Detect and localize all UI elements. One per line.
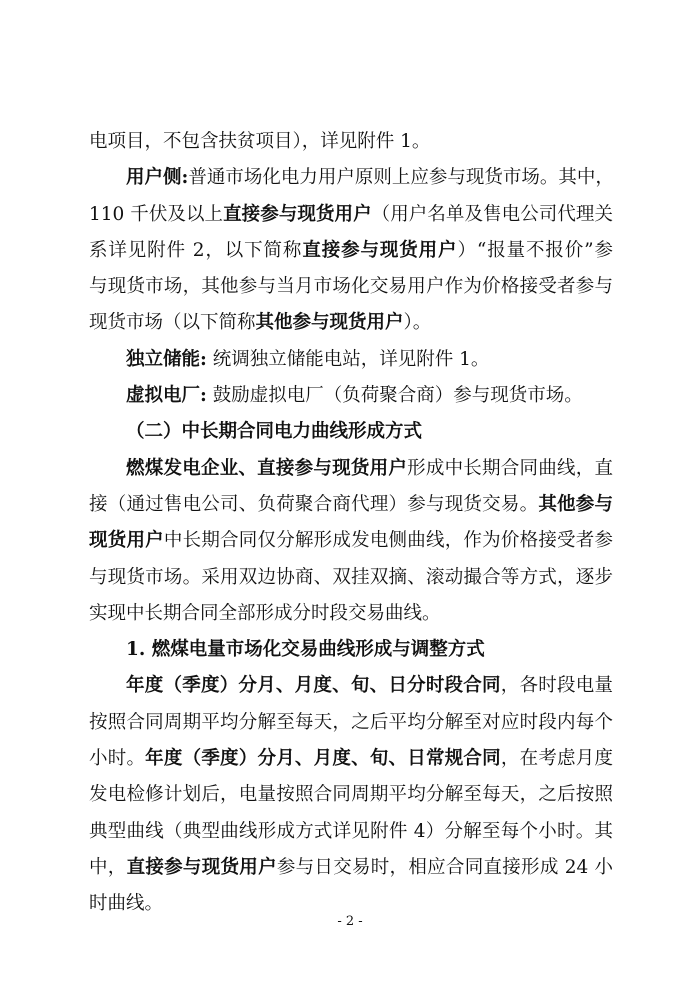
text-run: 形成中长期合同曲线，直 <box>407 457 613 479</box>
bold-run: 年度（季度）分月、月度、旬、日常规合同 <box>145 748 501 770</box>
line-12 <box>89 523 613 559</box>
page-number: - 2 - <box>337 914 363 929</box>
text-run: 参与日交易时，相应合同直接形成 24 小 <box>276 856 613 878</box>
text-run: 电项目，不包含扶贫项目），详见附件 1。 <box>89 131 431 152</box>
subsection-heading <box>89 632 613 668</box>
text-run: 按照合同周期平均分解至每天，之后平均分解至对应时段内每个 <box>89 711 613 733</box>
text-run: 中， <box>89 856 127 878</box>
text-run: 实现中长期合同全部形成分时段交易曲线。 <box>89 602 441 624</box>
line-5 <box>89 269 613 305</box>
bold-run: 独立储能: <box>126 348 207 370</box>
text-run: 与现货市场，其他参与当月市场化交易用户作为价格接受者参与 <box>89 276 613 298</box>
line-11 <box>89 487 613 523</box>
text-run: ）“报量不报价”参 <box>457 239 613 261</box>
text-run: ）。 <box>403 312 432 334</box>
bold-run: 直接参与现货用户 <box>223 203 372 225</box>
line-8 <box>89 378 613 414</box>
bold-run: 用户侧: <box>126 167 189 189</box>
text-run: 现货市场（以下简称 <box>89 312 256 334</box>
text-run: （用户名单及售电公司代理关 <box>371 203 613 225</box>
text-run: 与现货市场。采用双边协商、双挂双摘、滚动撮合等方式，逐步 <box>89 566 613 588</box>
line-4 <box>89 233 613 269</box>
bold-run: 现货用户 <box>89 530 164 552</box>
line-20 <box>89 814 613 850</box>
line-10 <box>89 451 613 487</box>
text-run: 中长期合同仅分解形成发电侧曲线，作为价格接受者参 <box>163 530 613 552</box>
line-1 <box>89 124 613 160</box>
bold-run: 直接参与现货用户 <box>126 856 277 878</box>
text-run: 110 千伏及以上 <box>89 203 224 225</box>
text-run: 接（通过售电公司、负荷聚合商代理）参与现货交易。 <box>89 493 539 515</box>
text-run: 系详见附件 2，以下简称 <box>89 239 303 261</box>
line-17 <box>89 705 613 741</box>
bold-run: 直接参与现货用户 <box>302 239 458 261</box>
body-text <box>89 124 613 923</box>
bold-run: 燃煤发电企业、直接参与现货用户 <box>126 457 408 479</box>
line-6 <box>89 305 613 341</box>
text-run: 鼓励虚拟电厂（负荷聚合商）参与现货市场。 <box>206 385 583 407</box>
line-14 <box>89 596 613 632</box>
bold-run: 年度（季度）分月、月度、旬、日分时段合同 <box>126 675 501 697</box>
text-run: 1. 燃煤电量市场化交易曲线形成与调整方式 <box>126 639 485 661</box>
text-run: 时曲线。 <box>89 893 164 915</box>
text-run: ，各时段电量 <box>500 675 613 697</box>
text-run: ，在考虑月度 <box>500 748 613 770</box>
text-run: （二）中长期合同电力曲线形成方式 <box>126 421 423 443</box>
line-19 <box>89 777 613 813</box>
text-run: 普通市场化电力用户原则上应参与现货市场。其中， <box>188 167 614 189</box>
section-heading <box>89 414 613 450</box>
text-run: 统调独立储能电站，详见附件 1。 <box>206 348 490 370</box>
line-2 <box>89 160 613 196</box>
line-18 <box>89 741 613 777</box>
bold-run: 虚拟电厂: <box>126 385 207 407</box>
line-21 <box>89 850 613 886</box>
bold-run: 其他参与 <box>538 493 613 515</box>
line-13 <box>89 560 613 596</box>
text-run: 小时。 <box>89 748 146 770</box>
line-16 <box>89 668 613 704</box>
line-3 <box>89 197 613 233</box>
text-run: 典型曲线（典型曲线形成方式详见附件 4）分解至每个小时。其 <box>89 820 613 842</box>
bold-run: 其他参与现货用户 <box>255 312 404 334</box>
line-7 <box>89 342 613 378</box>
text-run: 发电检修计划后，电量按照合同周期平均分解至每天，之后按照 <box>89 784 613 806</box>
